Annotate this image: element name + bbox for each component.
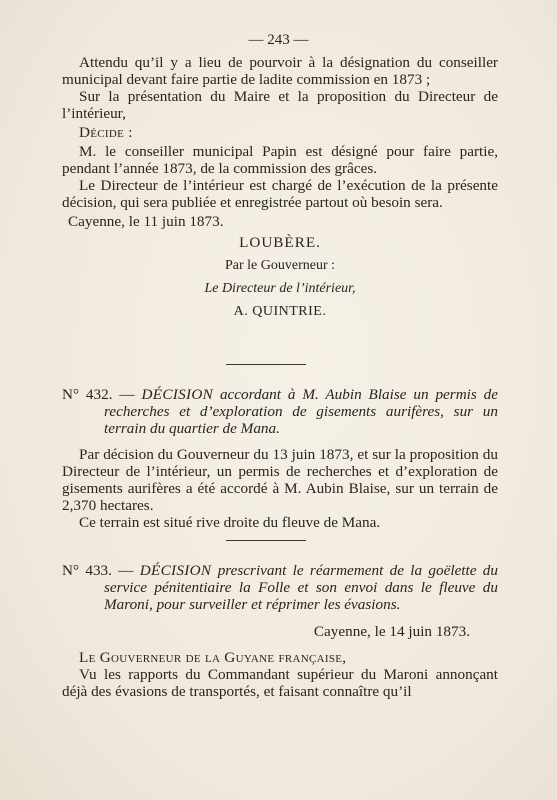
decision-433-body-1: Vu les rapports du Commandant supérieur du Maroni annonçant déjà des évasions de transportés, et faisant connaître qu’il [62, 666, 498, 700]
paragraph-designation: M. le conseiller municipal Papin est désigné pour faire partie, pendant l’année 1873, de la commission des grâces. [62, 143, 498, 177]
page-number: — 243 — [248, 32, 309, 48]
decision-432-number: N° 432. — [62, 386, 135, 403]
place-date: Cayenne, le 11 juin 1873. [68, 213, 224, 230]
decision-432-heading-word: DÉCISION [141, 386, 214, 403]
decision-432-body-1: Par décision du Gouverneur du 13 juin 1873, et sur la proposition du Directeur de l’intérieur, un permis de recherches et d’exploration de gisements aurifères a été accordé à M. Aubin Blaise, sur un terrain de 2,370 hectares. [62, 446, 498, 514]
decision-432-heading-rest: accordant à M. Aubin Blaise un permis de recherches et d’exploration de gisements aurifères, sur un terrain du quartier de Mana. [104, 386, 499, 437]
signature-by-governor: Par le Gouverneur : [224, 258, 336, 273]
decision-433-salutation: Le Gouverneur de la Guyane française, [79, 649, 347, 666]
decision-433-heading-rest: prescrivant le réarmement de la goëlette du service pénitentiaire la Folle et son envoi dans le fleuve du Maroni, pour surveiller et réprimer les évasions. [104, 562, 498, 613]
decision-432-body-2: Ce terrain est situé rive droite du fleuve de Mana. [79, 514, 381, 531]
paragraph-attendu: Attendu qu’il y a lieu de pourvoir à la désignation du conseiller municipal devant faire partie de ladite commission en 1873 ; [62, 54, 498, 88]
decision-433-heading-word: DÉCISION [139, 562, 212, 579]
decision-433-heading [62, 562, 498, 613]
decision-433-date: Cayenne, le 14 juin 1873. [313, 623, 470, 640]
signature-title: Le Directeur de l’intérieur, [204, 281, 356, 296]
paragraph-presentation: Sur la présentation du Maire et la proposition du Directeur de l’intérieur, [62, 88, 498, 122]
divider-2 [226, 540, 306, 541]
decree-continuation [62, 54, 498, 320]
decision-433 [62, 562, 498, 700]
decision-433-number: N° 433. — [62, 562, 134, 579]
signature-name: LOUBÈRE. [239, 234, 321, 251]
paragraph-decide: Décide : [79, 124, 133, 141]
decision-432-heading [62, 386, 498, 437]
signature-director: A. QUINTRIE. [233, 304, 327, 319]
paragraph-execution: Le Directeur de l’intérieur est chargé de l’exécution de la présente décision, qui sera publiée et enregistrée partout où besoin sera. [62, 177, 498, 211]
decision-432 [62, 386, 498, 531]
divider-1 [226, 364, 306, 365]
